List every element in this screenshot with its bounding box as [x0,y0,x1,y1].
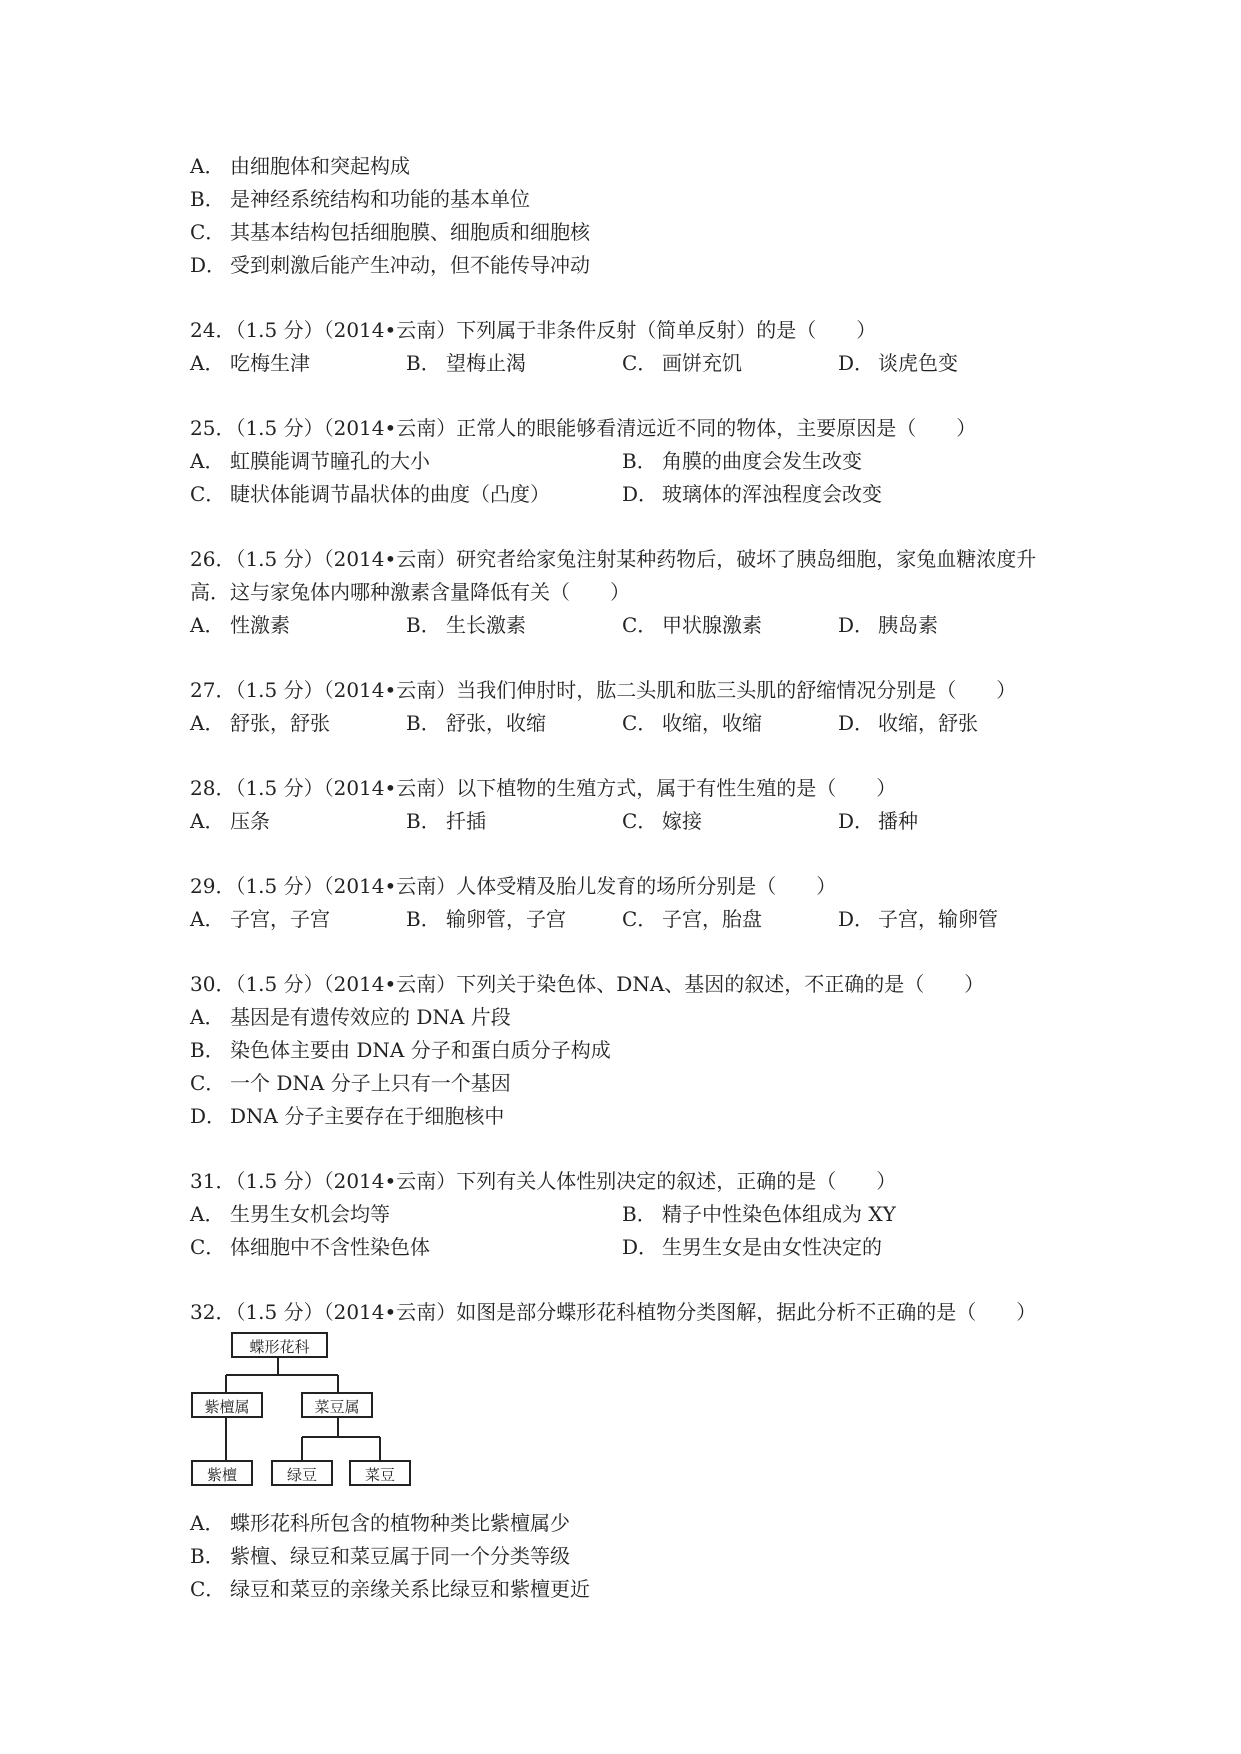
option-d: D． 收缩，舒张 [838,711,978,735]
option-row [190,478,1070,511]
option-a: A． 压条 [190,809,270,833]
question-stem: 30．（1.5 分）（2014•云南）下列关于染色体、DNA、基因的叙述，不正确的是（ ） [190,972,985,996]
option-row [190,903,1070,936]
option-row [190,347,1070,380]
option-a: A． 基因是有遗传效应的 DNA 片段 [190,1005,511,1029]
option-d: D． 胰岛素 [838,613,938,637]
option-d: D． 谈虎色变 [838,351,958,375]
option-b: B． 扦插 [406,809,486,833]
option-text: 其基本结构包括细胞膜、细胞质和细胞核 [230,220,590,244]
option-a: A． 生男生女机会均等 [190,1202,390,1226]
option-a: A． 舒张，舒张 [190,711,330,735]
option-c: C． 嫁接 [622,809,702,833]
option-a: A． 蝶形花科所包含的植物种类比紫檀属少 [190,1511,570,1535]
option-c: C． 甲状腺激素 [622,613,762,637]
option-c: C． 睫状体能调节晶状体的曲度（凸度） [190,482,550,506]
diagram-species-label: 绿豆 [286,1466,317,1484]
option-row [190,707,1070,740]
option-c: C． 收缩，收缩 [622,711,762,735]
option-row: D． 受到刺激后能产生冲动，但不能传导冲动 [190,253,590,277]
option-text: 是神经系统结构和功能的基本单位 [230,187,530,211]
option-row: C． 其基本结构包括细胞膜、细胞质和细胞核 [190,220,590,244]
option-a: A． 子宫，子宫 [190,907,330,931]
option-row [190,445,1070,478]
option-text: 受到刺激后能产生冲动，但不能传导冲动 [230,253,590,277]
option-d: D． DNA 分子主要存在于细胞核中 [190,1104,505,1128]
diagram-species-label: 菜豆 [364,1466,395,1484]
option-b: B． 染色体主要由 DNA 分子和蛋白质分子构成 [190,1038,611,1062]
option-d: D． 玻璃体的浑浊程度会改变 [622,482,882,506]
option-c: C． 绿豆和菜豆的亲缘关系比绿豆和紫檀更近 [190,1577,590,1601]
option-a: A． 性激素 [190,613,290,637]
option-c: C． 体细胞中不含性染色体 [190,1235,430,1259]
diagram-root-label: 蝶形花科 [249,1338,310,1356]
exam-page [190,150,1070,1606]
question-stem: 24．（1.5 分）（2014•云南）下列属于非条件反射（简单反射）的是（ ） [190,318,877,342]
option-row [190,1198,1070,1231]
option-text: 由细胞体和突起构成 [230,154,410,178]
question-stem: 28．（1.5 分）（2014•云南）以下植物的生殖方式，属于有性生殖的是（ ） [190,776,897,800]
option-d: D． 播种 [838,809,918,833]
question-stem: 32．（1.5 分）（2014•云南）如图是部分蝶形花科植物分类图解，据此分析不正确的是（ ） [190,1300,1037,1324]
option-b: B． 角膜的曲度会发生改变 [622,449,862,473]
diagram-genus-left-label: 紫檀属 [204,1398,250,1416]
classification-diagram [190,1331,430,1499]
option-b: B． 精子中性染色体组成为 XY [622,1202,896,1226]
option-row: B． 是神经系统结构和功能的基本单位 [190,187,530,211]
question-stem: 31．（1.5 分）（2014•云南）下列有关人体性别决定的叙述，正确的是（ ） [190,1169,897,1193]
option-b: B． 紫檀、绿豆和菜豆属于同一个分类等级 [190,1544,570,1568]
option-c: C． 子宫，胎盘 [622,907,762,931]
option-d: D． 生男生女是由女性决定的 [622,1235,882,1259]
question-stem: 29．（1.5 分）（2014•云南）人体受精及胎儿发育的场所分别是（ ） [190,874,837,898]
option-b: B． 生长激素 [406,613,526,637]
option-c: C． 画饼充饥 [622,351,742,375]
option-a: A． 虹膜能调节瞳孔的大小 [190,449,430,473]
diagram-species-label: 紫檀 [206,1466,237,1484]
option-a: A． 吃梅生津 [190,351,310,375]
question-stem: 25．（1.5 分）（2014•云南）正常人的眼能够看清远近不同的物体，主要原因是（ ） [190,416,977,440]
option-b: B． 输卵管，子宫 [406,907,566,931]
option-b: B． 望梅止渴 [406,351,526,375]
option-row [190,609,1070,642]
question-stem: 27．（1.5 分）（2014•云南）当我们伸肘时，肱二头肌和肱三头肌的舒缩情况分别是（ ） [190,678,1017,702]
option-b: B． 舒张，收缩 [406,711,546,735]
option-c: C． 一个 DNA 分子上只有一个基因 [190,1071,511,1095]
question-stem: 26．（1.5 分）（2014•云南）研究者给家兔注射某种药物后，破坏了胰岛细胞，家兔血糖浓度升高．这与家兔体内哪种激素含量降低有关（ ） [190,547,1037,604]
option-row: A． 由细胞体和突起构成 [190,154,410,178]
option-row [190,805,1070,838]
option-row [190,1231,1070,1264]
diagram-genus-right-label: 菜豆属 [314,1398,360,1416]
option-d: D． 子宫，输卵管 [838,907,998,931]
